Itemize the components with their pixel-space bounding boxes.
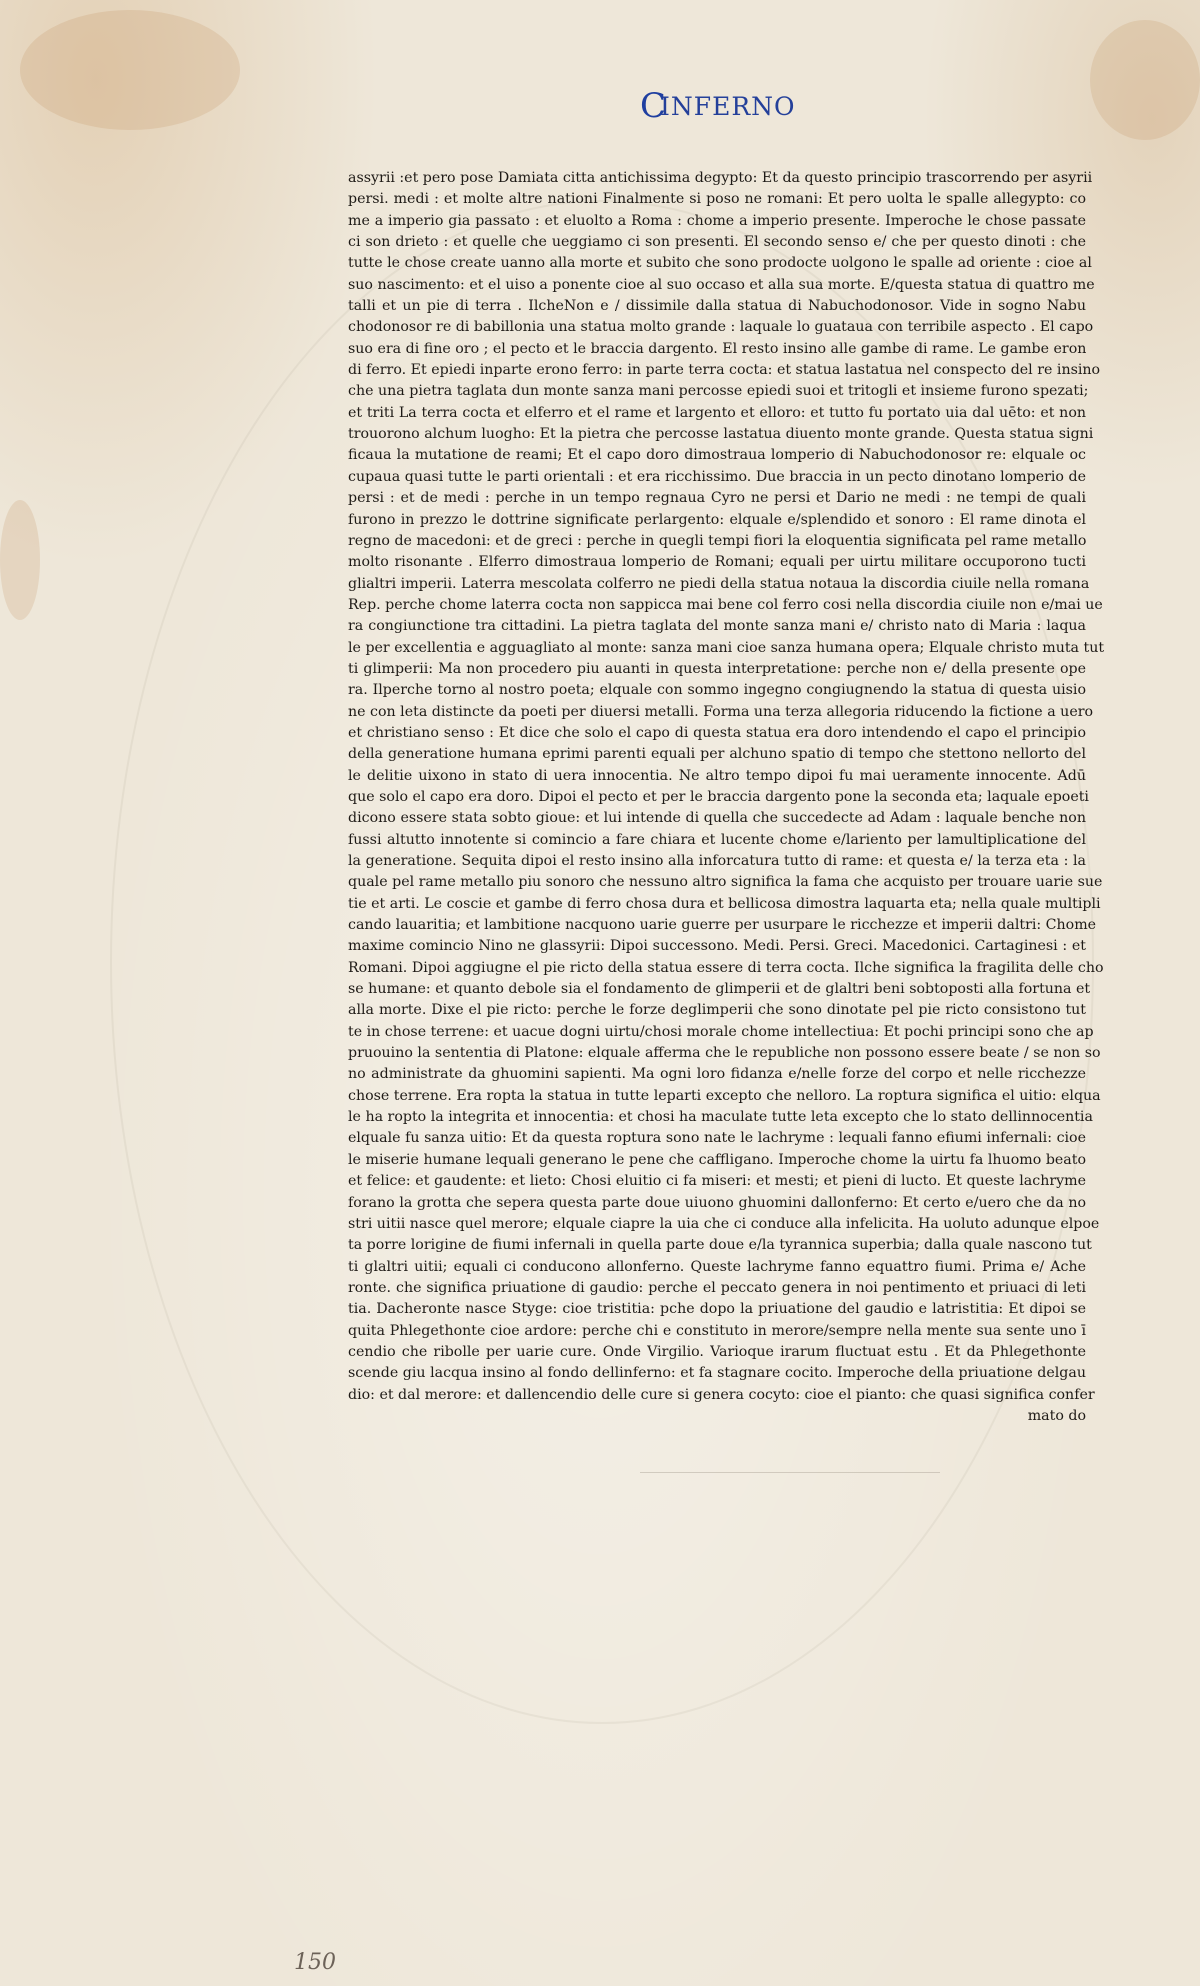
text-line: te in chose terrene: et uacue dogni uirtu/chosi morale chome intellectiua: Et pochi principi sono che ap <box>348 1023 1094 1040</box>
text-line: alla morte. Dixe el pie ricto: perche le forze deglimperii che sono dinotate pel pie ricto consistono tut <box>348 1002 1086 1019</box>
text-line: ci son drieto : et quelle che ueggiamo ci son presenti. El secondo senso e/ che per questo dinoti : che <box>348 234 1086 251</box>
text-line: suo era di fine oro ; el pecto et le braccia dargento. El resto insino alle gambe di rame. Le gambe eron <box>348 340 1087 357</box>
text-line: ne con leta distincte da poeti per diuersi metalli. Forma una terza allegoria riducendo la fictione a uero <box>348 703 1094 720</box>
text-line: chose terrene. Era ropta la statua in tutte leparti excepto che nelloro. La roptura significa el uitio: elqua <box>348 1087 1101 1104</box>
text-line: regno de macedoni: et de greci : perche in quegli tempi fiori la eloquentia significata pel rame metallo <box>348 532 1087 549</box>
text-line: che una pietra taglata dun monte sanza mani percosse epiedi suoi et tritogli et insieme furono spezati; <box>348 383 1089 400</box>
folio-mark: 150 <box>294 1950 336 1975</box>
text-line: ficaua la mutatione de reami; Et el capo doro dimostraua lomperio di Nabuchodonosor re: elquale oc <box>348 447 1086 464</box>
text-line: quita Phlegethonte cioe ardore: perche chi e constituto in merore/sempre nella mente sua sente uno ī <box>348 1322 1086 1339</box>
text-line: tie et arti. Le coscie et gambe di ferro chosa dura et bellicosa dimostra laquarta eta; nella quale multipli <box>348 895 1101 912</box>
text-line: le miserie humane lequali generano le pene che caffligano. Imperoche chome la uirtu fa lhuomo beato <box>348 1151 1086 1168</box>
text-line: ti glaltri uitii; equali ci conducono allonferno. Queste lachryme fanno equattro fiumi. Prima e/ Ache <box>348 1258 1086 1275</box>
text-line: suo nascimento: et el uiso a ponente cioe al suo occaso et alla sua morte. E/questa statua di quattro me <box>348 276 1095 293</box>
text-line: et christiano senso : Et dice che solo el capo di questa statua era doro intendendo el capo el principio <box>348 724 1086 741</box>
text-line: le per excellentia e agguagliato al monte: sanza mani cioe sanza humana opera; Elquale christo muta tut <box>348 639 1105 656</box>
text-line: no administrate da ghuomini sapienti. Ma ogni loro fidanza e/nelle forze del corpo et nelle ricchezze <box>348 1066 1086 1083</box>
text-line: persi. medi : et molte altre nationi Finalmente si poso ne romani: Et pero uolta le spalle allegypto: co <box>348 191 1086 208</box>
text-line: maxime comincio Nino ne glassyrii: Dipoi successono. Medi. Persi. Greci. Macedonici. Cartaginesi : et <box>348 938 1086 955</box>
text-line: que solo el capo era doro. Dipoi el pecto et per le braccia dargento pone la seconda eta; laquale epoeti <box>348 788 1089 805</box>
text-line: glialtri imperii. Laterra mescolata colferro ne piedi della statua notaua la discordia ciuile nella romana <box>348 575 1090 592</box>
header-initial: C <box>640 86 667 126</box>
text-line: scende giu lacqua insino al fondo dellinferno: et fa stagnare cocito. Imperoche della priuatione delgau <box>348 1365 1086 1382</box>
text-line: quale pel rame metallo piu sonoro che nessuno altro significa la fama che acquisto per trouare uarie sue <box>348 874 1103 891</box>
running-header <box>640 88 800 124</box>
text-line: le delitie uixono in stato di uera innocentia. Ne altro tempo dipoi fu mai ueramente innocente. Adū <box>348 767 1086 784</box>
text-line: Romani. Dipoi aggiugne el pie ricto della statua essere di terra cocta. Ilche significa la fragilita delle cho <box>348 959 1104 976</box>
text-line: tia. Dacheronte nasce Styge: cioe tristitia: pche dopo la priuatione del gaudio e latristitia: Et dipoi se <box>348 1301 1086 1318</box>
text-line: di ferro. Et epiedi inparte erono ferro: in parte terra cocta: et statua lastatua nel conspecto del re insino <box>348 362 1101 379</box>
text-line: fussi altutto innotente si comincio a fare chiara et lucente chome e/lariento per lamultiplicatione del <box>348 831 1086 848</box>
text-line: Rep. perche chome laterra cocta non sappicca mai bene col ferro cosi nella discordia ciuile non e/mai ue <box>348 596 1103 613</box>
text-line: et felice: et gaudente: et lieto: Chosi eluitio ci fa miseri: et mesti; et pieni di lucto. Et queste lachryme <box>348 1173 1086 1190</box>
text-block <box>348 168 1105 1427</box>
text-line: persi : et de medi : perche in un tempo regnaua Cyro ne persi et Dario ne medi : ne tempi de quali <box>348 490 1086 507</box>
text-line: la generatione. Sequita dipoi el resto insino alla inforcatura tutto di rame: et questa e/ la terza eta : la <box>348 853 1086 869</box>
text-line: cupaua quasi tutte le parti orientali : et era ricchissimo. Due braccia in un pecto dinotano lomperio de <box>348 468 1086 485</box>
text-line: molto risonante . Elferro dimostraua lomperio de Romani; equali per uirtu militare occuporono tucti <box>348 554 1086 571</box>
header-title: INFERNO <box>660 91 796 121</box>
text-line: elquale fu sanza uitio: Et da questa roptura sono nate le lachryme : lequali fanno efiumi infernali: cioe <box>348 1130 1086 1147</box>
text-line: trouorono alchum luogho: Et la pietra che percosse lastatua diuento monte grande. Questa statua signi <box>348 426 1094 443</box>
text-line: tutte le chose create uanno alla morte et subito che sono prodocte uolgono le spalle ad oriente : cioe al <box>348 255 1092 272</box>
text-line: et triti La terra cocta et elferro et el rame et largento et elloro: et tutto fu portato uia dal uēto: et non <box>348 404 1086 421</box>
foxing-stain <box>20 10 240 130</box>
text-line: ra congiunctione tra cittadini. La pietra taglata del monte sanza mani e/ christo nato di Maria : laqua <box>348 618 1086 635</box>
text-line: dicono essere stata sobto gioue: et lui intende di quella che succedecte ad Adam : laquale benche non <box>348 810 1086 827</box>
text-line: dio: et dal merore: et dallencendio delle cure si genera cocyto: cioe el pianto: che quasi significa confer <box>348 1386 1095 1403</box>
foxing-stain <box>0 500 40 620</box>
text-line: forano la grotta che sepera questa parte doue uiuono ghuomini dallonferno: Et certo e/uero che da no <box>348 1194 1086 1211</box>
text-line: furono in prezzo le dottrine significate perlargento: elquale e/splendido et sonoro : El rame dinota el <box>348 511 1086 528</box>
text-line: se humane: et quanto debole sia el fondamento de glimperii et de glaltri beni sobtoposti alla fortuna et <box>348 981 1091 998</box>
faint-rule <box>640 1472 940 1473</box>
text-line: ronte. che significa priuatione di gaudio: perche el peccato genera in noi pentimento et priuaci di leti <box>348 1279 1086 1296</box>
catchword: mato do <box>1027 1407 1086 1424</box>
text-line: della generatione humana eprimi parenti equali per alchuno spatio di tempo che stettono nellorto del <box>348 746 1086 763</box>
text-line: assyrii :et pero pose Damiata citta antichissima degypto: Et da questo principio trascorrendo per asyrii <box>348 170 1093 186</box>
text-line: cando lauaritia; et lambitione nacquono uarie guerre per usurpare le ricchezze et imperii daltri: Chome <box>348 917 1097 934</box>
text-line: chodonosor re di babillonia una statua molto grande : laquale lo guataua con terribile aspecto . El capo <box>348 319 1094 336</box>
text-line: ti glimperii: Ma non procedero piu auanti in questa interpretatione: perche non e/ della presente ope <box>348 660 1086 677</box>
foxing-stain <box>1090 20 1200 140</box>
text-line: talli et un pie di terra . IlcheNon e / dissimile dalla statua di Nabuchodonosor. Vide in sogno Nabu <box>348 298 1086 315</box>
text-line: le ha ropto la integrita et innocentia: et chosi ha maculate tutte leta excepto che lo stato dellinnocentia <box>348 1109 1093 1126</box>
text-line: ta porre lorigine de fiumi infernali in quella parte doue e/la tyrannica superbia; dalla quale nascono tut <box>348 1237 1092 1254</box>
text-line: stri uitii nasce quel merore; elquale ciapre la uia che ci conduce alla infelicita. Ha uoluto adunque elpoe <box>348 1215 1100 1232</box>
text-line: ra. Ilperche torno al nostro poeta; elquale con sommo ingegno congiugnendo la statua di questa uisio <box>348 682 1086 699</box>
text-line: pruouino la sententia di Platone: elquale afferma che le republiche non possono essere beate / se non so <box>348 1045 1101 1062</box>
text-line: me a imperio gia passato : et eluolto a Roma : chome a imperio presente. Imperoche le chose passate <box>348 212 1086 229</box>
text-line: cendio che ribolle per uarie cure. Onde Virgilio. Varioque irarum fluctuat estu . Et da Phlegethonte <box>348 1343 1086 1360</box>
